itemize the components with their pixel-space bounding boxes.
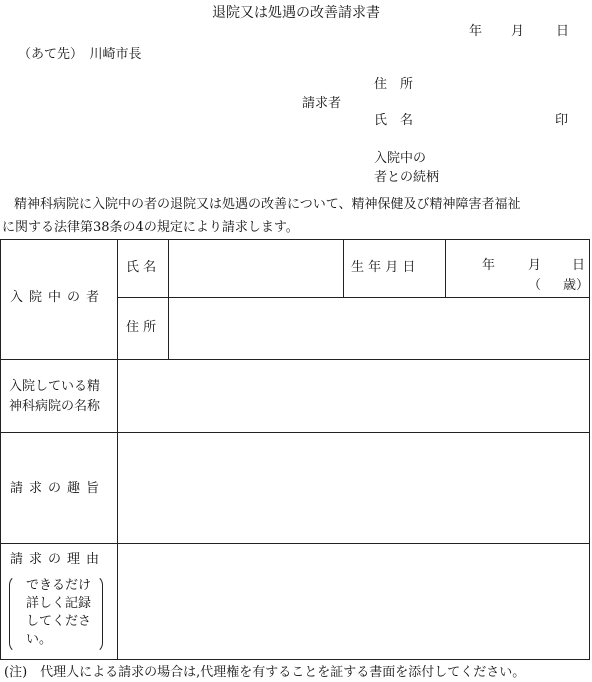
row-divider bbox=[118, 297, 590, 298]
column-divider bbox=[168, 239, 169, 359]
column-divider bbox=[117, 239, 118, 660]
hospital-name-label: 入院している精 神科病院の名称 bbox=[9, 379, 101, 414]
date-day-label: 日 bbox=[556, 24, 570, 39]
request-reason-label: 請求の理由 bbox=[10, 552, 106, 567]
birth-month-label: 月 bbox=[528, 258, 542, 273]
reason-note: できるだけ 詳しく記録 してくださ い。 bbox=[26, 578, 92, 647]
relationship-label: 入院中の 者との続柄 bbox=[374, 151, 440, 185]
form-title: 退院又は処遇の改善請求書 bbox=[212, 5, 380, 21]
date-year-label: 年 bbox=[469, 24, 483, 39]
patient-address-label: 住 所 bbox=[126, 320, 157, 335]
age-open-paren: （ bbox=[528, 278, 542, 293]
request-purpose-label: 請求の趣旨 bbox=[10, 481, 106, 496]
requester-label: 請求者 bbox=[302, 96, 342, 111]
patient-name-label: 氏 名 bbox=[126, 260, 157, 275]
patient-label: 入院中の者 bbox=[10, 290, 106, 305]
seal-label: 印 bbox=[555, 113, 569, 128]
row-divider bbox=[0, 432, 590, 433]
age-label: 歳） bbox=[563, 278, 590, 293]
column-divider bbox=[343, 239, 344, 298]
intro-line-1: 精神科病院に入院中の者の退院又は処遇の改善について、精神保健及び精神障害者福祉 bbox=[14, 197, 521, 212]
addressee: （あて先） 川崎市長 bbox=[18, 47, 142, 62]
row-divider bbox=[0, 359, 590, 360]
requester-name-label: 氏 名 bbox=[374, 113, 414, 128]
intro-line-2: に関する法律第38条の4の規定により請求します。 bbox=[2, 220, 299, 235]
requester-address-label: 住 所 bbox=[374, 77, 414, 92]
row-divider bbox=[0, 543, 590, 544]
birthdate-label: 生 年 月 日 bbox=[351, 260, 416, 275]
column-divider bbox=[445, 239, 446, 298]
birth-year-label: 年 bbox=[482, 258, 496, 273]
footer-note: (注) 代理人による請求の場合は,代理権を有することを証する書面を添付してください。 bbox=[4, 665, 526, 680]
intro-paragraph bbox=[0, 193, 592, 239]
date-month-label: 月 bbox=[511, 24, 525, 39]
birth-day-label: 日 bbox=[572, 258, 586, 273]
